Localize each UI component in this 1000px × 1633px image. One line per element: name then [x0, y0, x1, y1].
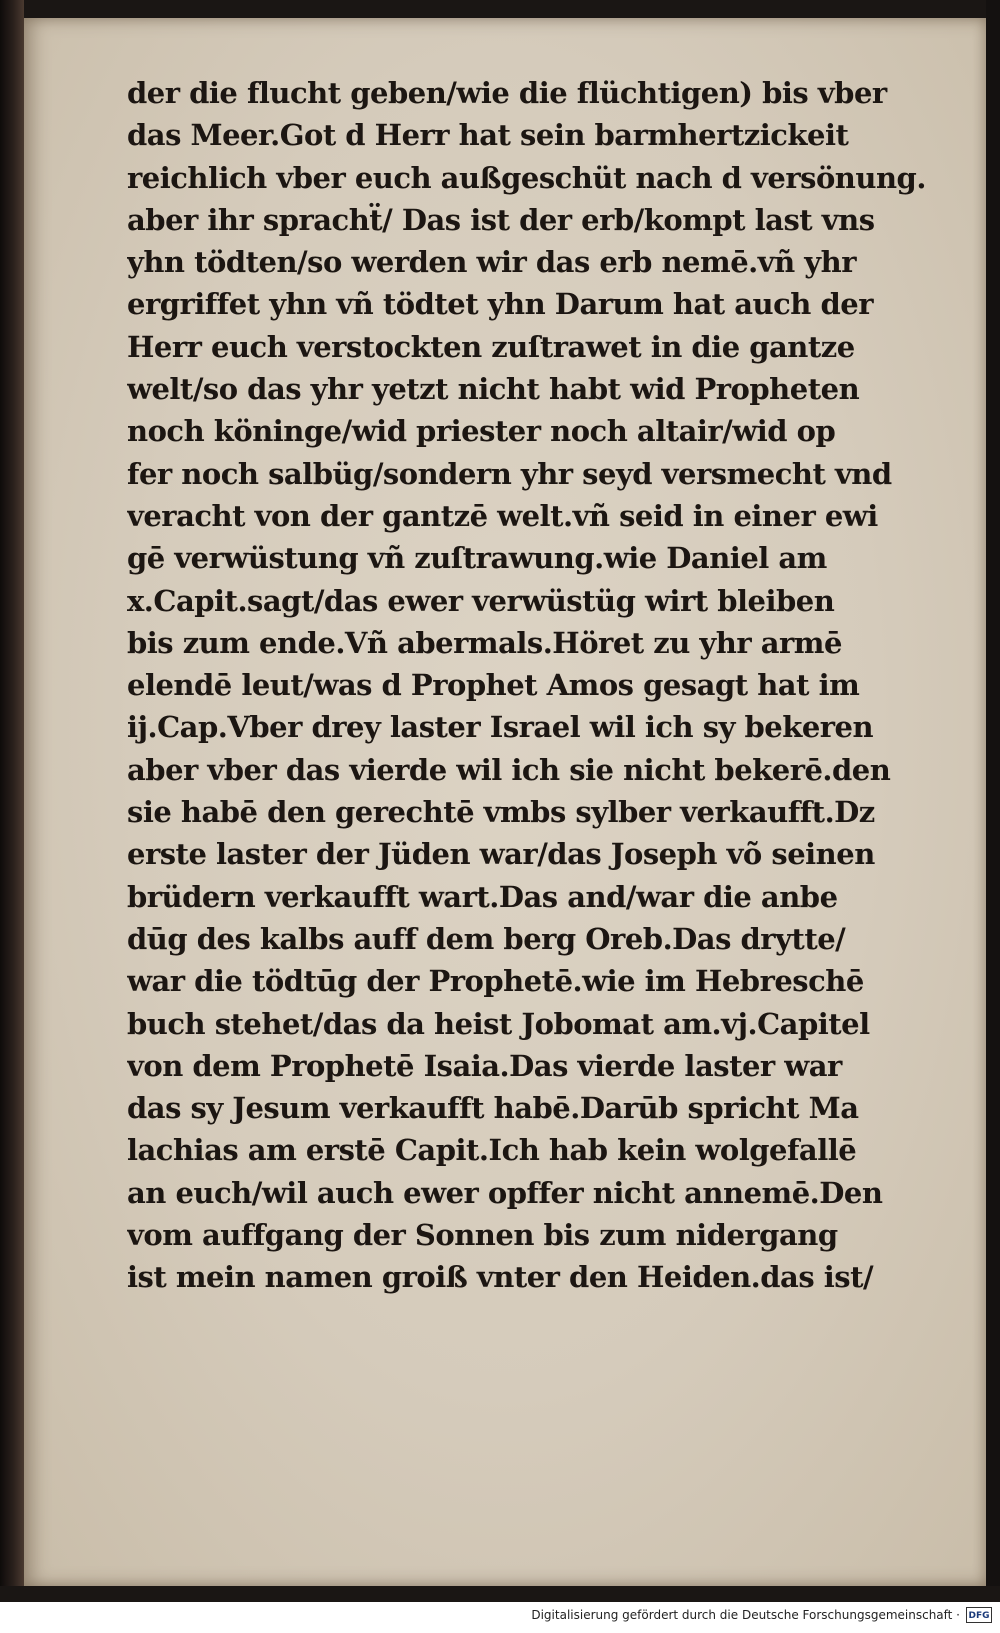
text-line: reichlich vber euch außgeschüt nach d versönung. — [127, 160, 926, 195]
text-line: brüdern verkaufft wart.Das and/war die anbe — [127, 879, 838, 914]
text-line: ij.Cap.Vber drey laster Israel wil ich sy bekeren — [127, 710, 874, 745]
scan-border-left — [0, 0, 24, 1600]
text-line: aber vber das vierde wil ich sie nicht bekerē.den — [127, 752, 891, 787]
text-line: ist mein namen groiß vnter den Heiden.das ist/ — [127, 1260, 874, 1295]
text-line: das sy Jesum verkaufft habē.Darūb spricht Ma — [127, 1091, 859, 1126]
text-line: vom auffgang der Sonnen bis zum nidergang — [127, 1218, 838, 1253]
text-line: welt/so das yhr yetzt nicht habt wid Propheten — [127, 372, 860, 407]
text-line: noch köninge/wid priester noch altair/wid op — [127, 414, 836, 449]
dfg-logo: DFG — [966, 1607, 992, 1623]
footer-bar — [0, 1602, 1000, 1633]
funding-credit: Digitalisierung gefördert durch die Deutsche Forschungsgemeinschaft · — [531, 1608, 960, 1622]
text-line: gē verwüstung vñ zuſtrawung.wie Daniel am — [127, 541, 827, 576]
text-line: Herr euch verstockten zuſtrawet in die gantze — [127, 329, 855, 364]
text-line: von dem Prophetē Isaia.Das vierde laster war — [127, 1048, 842, 1083]
text-line: ergriffet yhn vñ tödtet yhn Darum hat auch der — [127, 287, 873, 322]
text-line: bis zum ende.Vñ abermals.Höret zu yhr armē — [127, 625, 842, 660]
text-line: der die flucht geben/wie die flüchtigen) bis vber — [127, 76, 887, 110]
text-line: aber ihr sprachẗ/ Das ist der erb/kompt last vns — [127, 202, 875, 237]
text-line: elendē leut/was d Prophet Amos gesagt hat im — [127, 668, 860, 703]
text-line: lachias am erstē Capit.Ich hab kein wolgefallē — [127, 1133, 857, 1168]
text-line: yhn tödten/so werden wir das erb nemē.vñ yhr — [127, 245, 856, 280]
text-line: erste laster der Jüden war/das Joseph võ seinen — [127, 837, 875, 872]
text-line: an euch/wil auch ewer opffer nicht annemē.Den — [127, 1175, 883, 1210]
scan-border-right — [986, 0, 1000, 1600]
text-line: fer noch salbüg/sondern yhr seyd versmecht vnd — [127, 456, 892, 491]
blackletter-text-block — [127, 72, 927, 1299]
book-page — [24, 18, 986, 1586]
text-line: buch stehet/das da heist Jobomat am.vj.Capitel — [127, 1006, 870, 1041]
text-line: x.Capit.sagt/das ewer verwüstüg wirt bleiben — [127, 583, 835, 618]
scan-border-top — [0, 0, 1000, 18]
text-line: sie habē den gerechtē vmbs sylber verkaufft.Dz — [127, 795, 875, 830]
text-line: veracht von der gantzē welt.vñ seid in einer ewi — [127, 498, 878, 533]
scan-border-bottom — [0, 1586, 1000, 1602]
text-line: das Meer.Got d Herr hat sein barmhertzickeit — [127, 118, 849, 153]
text-line: war die tödtūg der Prophetē.wie im Hebreschē — [127, 964, 864, 999]
text-line: dūg des kalbs auff dem berg Oreb.Das drytte/ — [127, 921, 846, 956]
